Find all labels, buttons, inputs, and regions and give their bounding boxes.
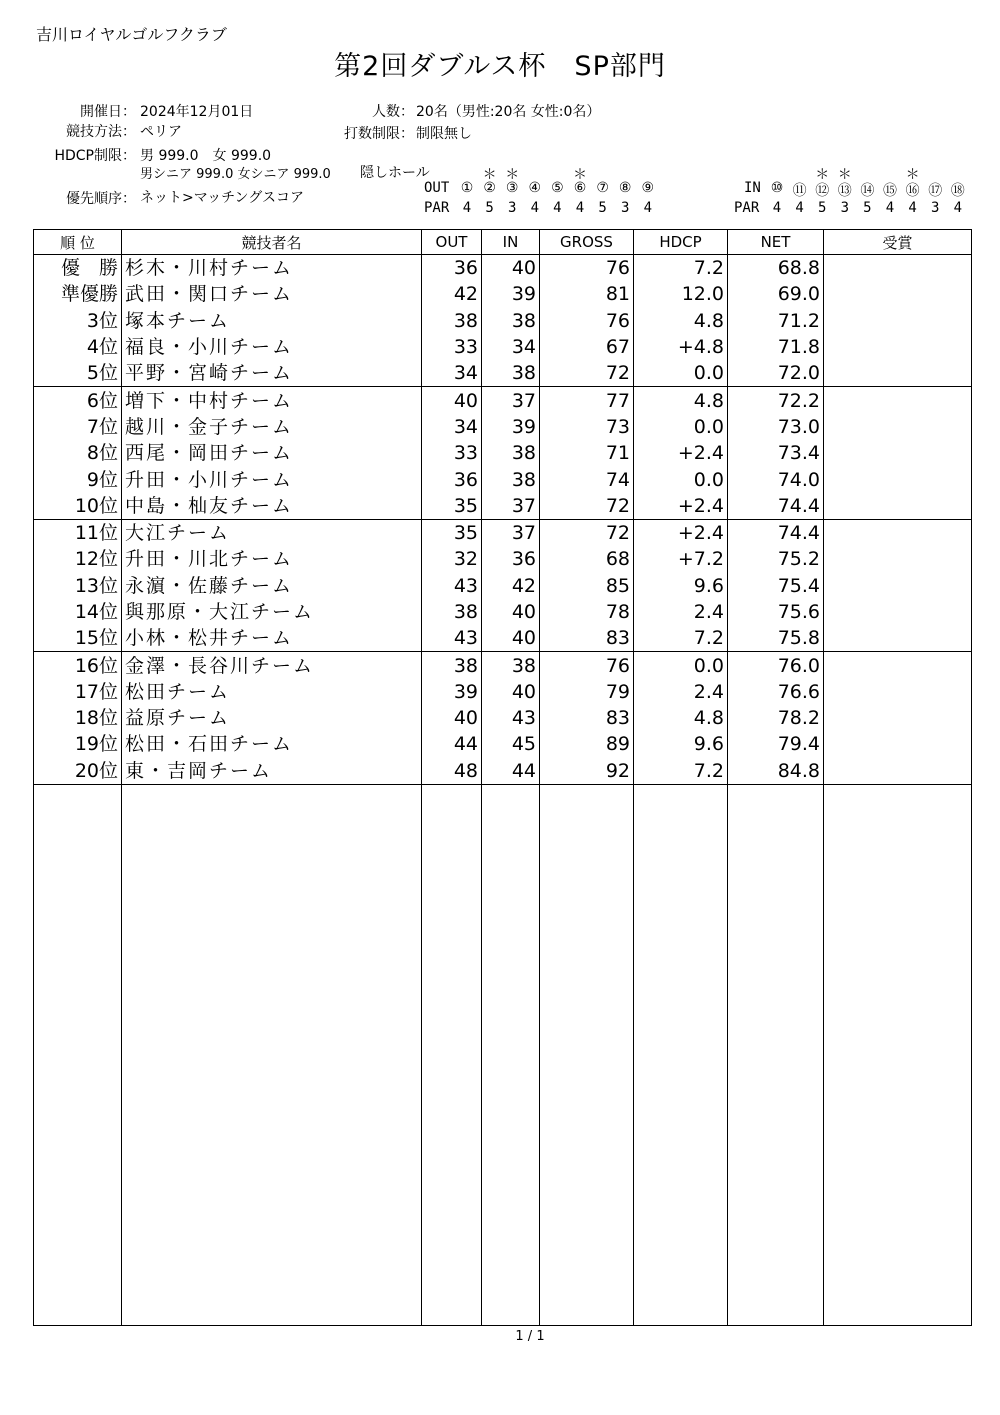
cell-award xyxy=(824,281,972,307)
cell-award xyxy=(824,625,972,652)
cell-net: 68.8 xyxy=(728,255,824,282)
cell-rank: 12位 xyxy=(34,546,122,572)
hole-number: ⑰ xyxy=(928,183,943,199)
cell-hdcp: 0.0 xyxy=(634,360,728,387)
cell-in: 43 xyxy=(482,705,540,731)
table-row xyxy=(34,519,972,546)
cell-gross: 71 xyxy=(540,440,634,466)
cell-hdcp: 4.8 xyxy=(634,705,728,731)
table-row xyxy=(34,466,972,492)
blank-cell xyxy=(540,784,634,1325)
in-par-values xyxy=(766,200,976,218)
hole-number: ⑨ xyxy=(641,180,655,196)
out-hidden-marks xyxy=(456,164,666,183)
cell-net: 74.4 xyxy=(728,519,824,546)
cell-hdcp: 2.4 xyxy=(634,679,728,705)
hole-number: ⑬ xyxy=(837,183,852,199)
cell-in: 40 xyxy=(482,679,540,705)
cell-out: 33 xyxy=(422,440,482,466)
cell-in: 37 xyxy=(482,493,540,520)
out-par-values xyxy=(456,200,666,218)
blank-rows xyxy=(34,784,972,1325)
table-row xyxy=(34,334,972,360)
cell-rank: 5位 xyxy=(34,360,122,387)
hdcp-senior-value: 男シニア 999.0 女シニア 999.0 xyxy=(140,167,331,182)
cell-rank: 13位 xyxy=(34,573,122,599)
table-row xyxy=(34,281,972,307)
priority-label: 優先順序： xyxy=(66,191,136,207)
cell-net: 73.4 xyxy=(728,440,824,466)
cell-award xyxy=(824,466,972,492)
cell-award xyxy=(824,546,972,572)
cell-gross: 81 xyxy=(540,281,634,307)
cell-hdcp: +2.4 xyxy=(634,519,728,546)
table-row xyxy=(34,414,972,440)
cell-gross: 74 xyxy=(540,466,634,492)
cell-gross: 72 xyxy=(540,360,634,387)
par-value: 4 xyxy=(772,200,782,216)
out-label: OUT xyxy=(424,180,450,196)
cell-in: 40 xyxy=(482,599,540,625)
cell-award xyxy=(824,440,972,466)
cell-hdcp: 7.2 xyxy=(634,625,728,652)
cell-net: 76.0 xyxy=(728,652,824,679)
par-value: 4 xyxy=(908,200,917,216)
cell-rank: 19位 xyxy=(34,731,122,757)
hole-number: ⑤ xyxy=(551,180,564,196)
cell-name: 福良・小川チーム xyxy=(122,334,422,360)
cell-rank: 16位 xyxy=(34,652,122,679)
par-value: 5 xyxy=(863,200,872,216)
cell-award xyxy=(824,255,972,282)
table-row xyxy=(34,360,972,387)
in-par-label: PAR xyxy=(734,200,760,216)
cell-out: 35 xyxy=(422,519,482,546)
count-value: 20名（男性:20名 女性:0名） xyxy=(416,104,601,120)
hdcp-limit-label: HDCP制限： xyxy=(54,148,136,164)
cell-gross: 72 xyxy=(540,519,634,546)
cell-gross: 78 xyxy=(540,599,634,625)
cell-net: 76.6 xyxy=(728,679,824,705)
cell-out: 38 xyxy=(422,599,482,625)
hidden-hole-mark: ＊ xyxy=(815,167,830,183)
cell-rank: 20位 xyxy=(34,758,122,785)
page-title: 第2回ダブルス杯 SP部門 xyxy=(334,51,666,82)
header-rank: 順 位 xyxy=(34,230,122,255)
cell-in: 34 xyxy=(482,334,540,360)
cell-in: 45 xyxy=(482,731,540,757)
cell-rank: 6位 xyxy=(34,387,122,414)
par-value: 5 xyxy=(817,200,827,216)
cell-in: 39 xyxy=(482,281,540,307)
cell-award xyxy=(824,573,972,599)
cell-rank: 18位 xyxy=(34,705,122,731)
table-row xyxy=(34,573,972,599)
par-value: 4 xyxy=(575,200,585,216)
cell-gross: 77 xyxy=(540,387,634,414)
table-row xyxy=(34,599,972,625)
cell-out: 43 xyxy=(422,573,482,599)
cell-hdcp: 7.2 xyxy=(634,255,728,282)
par-value: 3 xyxy=(507,200,517,216)
cell-rank: 8位 xyxy=(34,440,122,466)
par-value: 4 xyxy=(795,200,804,216)
cell-award xyxy=(824,308,972,334)
method-label: 競技方法： xyxy=(66,124,136,140)
in-hole-numbers xyxy=(766,180,976,198)
table-row xyxy=(34,387,972,414)
hole-number: ⑯ xyxy=(905,183,920,199)
cell-hdcp: 12.0 xyxy=(634,281,728,307)
cell-out: 32 xyxy=(422,546,482,572)
cell-out: 36 xyxy=(422,255,482,282)
blank-cell xyxy=(122,784,422,1325)
table-row xyxy=(34,705,972,731)
hidden-hole-mark: ＊ xyxy=(837,167,852,183)
cell-net: 79.4 xyxy=(728,731,824,757)
cell-award xyxy=(824,758,972,785)
cell-rank: 4位 xyxy=(34,334,122,360)
par-value: 4 xyxy=(553,200,562,216)
cell-hdcp: +2.4 xyxy=(634,440,728,466)
cell-out: 33 xyxy=(422,334,482,360)
blank-cell xyxy=(824,784,972,1325)
cell-name: 益原チーム xyxy=(122,705,422,731)
cell-out: 38 xyxy=(422,652,482,679)
cell-net: 74.0 xyxy=(728,466,824,492)
blank-cell xyxy=(34,784,122,1325)
cell-net: 74.4 xyxy=(728,493,824,520)
blank-cell xyxy=(634,784,728,1325)
cell-name: 西尾・岡田チーム xyxy=(122,440,422,466)
cell-in: 38 xyxy=(482,360,540,387)
cell-in: 39 xyxy=(482,414,540,440)
cell-hdcp: 0.0 xyxy=(634,466,728,492)
cell-out: 40 xyxy=(422,705,482,731)
cell-award xyxy=(824,360,972,387)
cell-award xyxy=(824,519,972,546)
cell-gross: 76 xyxy=(540,308,634,334)
header-gross: GROSS xyxy=(540,230,634,255)
cell-in: 40 xyxy=(482,255,540,282)
cell-award xyxy=(824,334,972,360)
cell-net: 73.0 xyxy=(728,414,824,440)
par-value: 3 xyxy=(840,200,850,216)
cell-hdcp: 4.8 xyxy=(634,308,728,334)
cell-name: 杉木・川村チーム xyxy=(122,255,422,282)
hole-number: ⑮ xyxy=(883,183,897,199)
hole-number: ⑦ xyxy=(596,180,609,196)
header-hdcp: HDCP xyxy=(634,230,728,255)
cell-out: 38 xyxy=(422,308,482,334)
hole-number: ⑱ xyxy=(950,183,965,199)
cell-award xyxy=(824,599,972,625)
cell-out: 43 xyxy=(422,625,482,652)
cell-in: 38 xyxy=(482,652,540,679)
cell-rank: 優 勝 xyxy=(34,255,122,282)
cell-net: 75.4 xyxy=(728,573,824,599)
table-row xyxy=(34,758,972,785)
cell-gross: 76 xyxy=(540,652,634,679)
cell-net: 69.0 xyxy=(728,281,824,307)
cell-award xyxy=(824,414,972,440)
cell-out: 44 xyxy=(422,731,482,757)
cell-in: 36 xyxy=(482,546,540,572)
cell-net: 71.2 xyxy=(728,308,824,334)
cell-out: 36 xyxy=(422,466,482,492)
cell-in: 42 xyxy=(482,573,540,599)
method-value: ペリア xyxy=(140,124,182,140)
cell-hdcp: +4.8 xyxy=(634,334,728,360)
limit-value: 制限無し xyxy=(416,126,472,142)
cell-gross: 79 xyxy=(540,679,634,705)
table-row xyxy=(34,731,972,757)
cell-hdcp: 9.6 xyxy=(634,573,728,599)
cell-award xyxy=(824,493,972,520)
hole-number: ⑥ xyxy=(573,180,587,196)
cell-rank: 3位 xyxy=(34,308,122,334)
cell-gross: 73 xyxy=(540,414,634,440)
par-value: 3 xyxy=(930,200,940,216)
blank-cell xyxy=(482,784,540,1325)
cell-name: 中島・杣友チーム xyxy=(122,493,422,520)
par-value: 4 xyxy=(462,200,472,216)
cell-award xyxy=(824,731,972,757)
hole-number: ⑭ xyxy=(860,183,875,199)
page-number: 1 / 1 xyxy=(515,1329,545,1344)
cell-net: 75.6 xyxy=(728,599,824,625)
hidden-hole-mark: ＊ xyxy=(905,167,920,183)
table-header-row xyxy=(34,230,972,255)
cell-rank: 17位 xyxy=(34,679,122,705)
cell-in: 38 xyxy=(482,466,540,492)
cell-name: 松田チーム xyxy=(122,679,422,705)
cell-rank: 9位 xyxy=(34,466,122,492)
cell-rank: 15位 xyxy=(34,625,122,652)
cell-out: 34 xyxy=(422,360,482,387)
table-row xyxy=(34,625,972,652)
cell-name: 塚本チーム xyxy=(122,308,422,334)
table-row xyxy=(34,308,972,334)
cell-net: 78.2 xyxy=(728,705,824,731)
cell-out: 34 xyxy=(422,414,482,440)
cell-gross: 72 xyxy=(540,493,634,520)
table-row xyxy=(34,493,972,520)
in-hidden-marks xyxy=(766,164,976,183)
priority-value: ネット>マッチングスコア xyxy=(140,190,305,206)
cell-hdcp: 0.0 xyxy=(634,652,728,679)
cell-gross: 67 xyxy=(540,334,634,360)
cell-gross: 89 xyxy=(540,731,634,757)
cell-in: 44 xyxy=(482,758,540,785)
hole-number: ③ xyxy=(505,180,519,196)
hole-number: ① xyxy=(460,180,474,196)
blank-cell xyxy=(422,784,482,1325)
cell-gross: 68 xyxy=(540,546,634,572)
par-value: 4 xyxy=(885,200,895,216)
cell-award xyxy=(824,387,972,414)
count-label: 人数： xyxy=(372,104,414,120)
hidden-hole-mark: ＊ xyxy=(482,167,497,183)
table-row xyxy=(34,652,972,679)
cell-in: 38 xyxy=(482,440,540,466)
hidden-hole-mark: ＊ xyxy=(573,167,587,183)
par-value: 4 xyxy=(953,200,963,216)
table-row xyxy=(34,440,972,466)
results-table xyxy=(33,229,972,1326)
par-value: 4 xyxy=(530,200,540,216)
cell-in: 40 xyxy=(482,625,540,652)
cell-in: 38 xyxy=(482,308,540,334)
cell-gross: 83 xyxy=(540,625,634,652)
par-value: 4 xyxy=(643,200,653,216)
hole-number: ⑧ xyxy=(618,180,632,196)
cell-out: 48 xyxy=(422,758,482,785)
cell-hdcp: 4.8 xyxy=(634,387,728,414)
hidden-hole-label: 隠しホール xyxy=(360,165,430,181)
header-out: OUT xyxy=(422,230,482,255)
cell-name: 永濵・佐藤チーム xyxy=(122,573,422,599)
hole-number: ④ xyxy=(528,180,542,196)
cell-net: 75.8 xyxy=(728,625,824,652)
cell-net: 72.0 xyxy=(728,360,824,387)
par-value: 5 xyxy=(598,200,607,216)
cell-hdcp: 0.0 xyxy=(634,414,728,440)
date-value: 2024年12月01日 xyxy=(140,104,254,120)
cell-name: 金澤・長谷川チーム xyxy=(122,652,422,679)
hole-number: ⑪ xyxy=(792,183,807,199)
cell-in: 37 xyxy=(482,519,540,546)
cell-net: 75.2 xyxy=(728,546,824,572)
cell-name: 升田・川北チーム xyxy=(122,546,422,572)
cell-out: 40 xyxy=(422,387,482,414)
cell-name: 小林・松井チーム xyxy=(122,625,422,652)
cell-gross: 85 xyxy=(540,573,634,599)
header-in: IN xyxy=(482,230,540,255)
cell-award xyxy=(824,679,972,705)
cell-net: 71.8 xyxy=(728,334,824,360)
table-row xyxy=(34,679,972,705)
cell-hdcp: 7.2 xyxy=(634,758,728,785)
in-label: IN xyxy=(744,180,761,196)
cell-rank: 10位 xyxy=(34,493,122,520)
cell-name: 大江チーム xyxy=(122,519,422,546)
date-label: 開催日： xyxy=(80,104,136,120)
hole-number: ⑩ xyxy=(770,180,784,196)
cell-net: 84.8 xyxy=(728,758,824,785)
cell-name: 越川・金子チーム xyxy=(122,414,422,440)
cell-hdcp: +7.2 xyxy=(634,546,728,572)
header-net: NET xyxy=(728,230,824,255)
cell-rank: 11位 xyxy=(34,519,122,546)
club-name: 吉川ロイヤルゴルフクラブ xyxy=(36,25,227,44)
cell-name: 松田・石田チーム xyxy=(122,731,422,757)
cell-net: 72.2 xyxy=(728,387,824,414)
cell-hdcp: 9.6 xyxy=(634,731,728,757)
hole-number: ⑫ xyxy=(815,183,830,199)
cell-name: 升田・小川チーム xyxy=(122,466,422,492)
hidden-hole-mark: ＊ xyxy=(505,167,520,183)
cell-name: 與那原・大江チーム xyxy=(122,599,422,625)
header-award: 受賞 xyxy=(824,230,972,255)
blank-cell xyxy=(728,784,824,1325)
cell-out: 39 xyxy=(422,679,482,705)
out-par-label: PAR xyxy=(424,200,450,216)
cell-gross: 76 xyxy=(540,255,634,282)
cell-rank: 準優勝 xyxy=(34,281,122,307)
cell-name: 東・吉岡チーム xyxy=(122,758,422,785)
cell-in: 37 xyxy=(482,387,540,414)
cell-out: 42 xyxy=(422,281,482,307)
cell-name: 平野・宮崎チーム xyxy=(122,360,422,387)
cell-hdcp: 2.4 xyxy=(634,599,728,625)
cell-gross: 83 xyxy=(540,705,634,731)
cell-rank: 7位 xyxy=(34,414,122,440)
cell-rank: 14位 xyxy=(34,599,122,625)
cell-name: 武田・関口チーム xyxy=(122,281,422,307)
cell-hdcp: +2.4 xyxy=(634,493,728,520)
header-name: 競技者名 xyxy=(122,230,422,255)
cell-out: 35 xyxy=(422,493,482,520)
par-value: 3 xyxy=(620,200,630,216)
par-value: 5 xyxy=(485,200,494,216)
table-row xyxy=(34,546,972,572)
cell-award xyxy=(824,652,972,679)
cell-award xyxy=(824,705,972,731)
cell-gross: 92 xyxy=(540,758,634,785)
out-hole-numbers xyxy=(456,180,666,198)
limit-label: 打数制限： xyxy=(344,126,414,142)
table-row xyxy=(34,255,972,282)
cell-name: 増下・中村チーム xyxy=(122,387,422,414)
hole-number: ② xyxy=(483,180,496,196)
hdcp-limit-value: 男 999.0 女 999.0 xyxy=(140,148,272,164)
